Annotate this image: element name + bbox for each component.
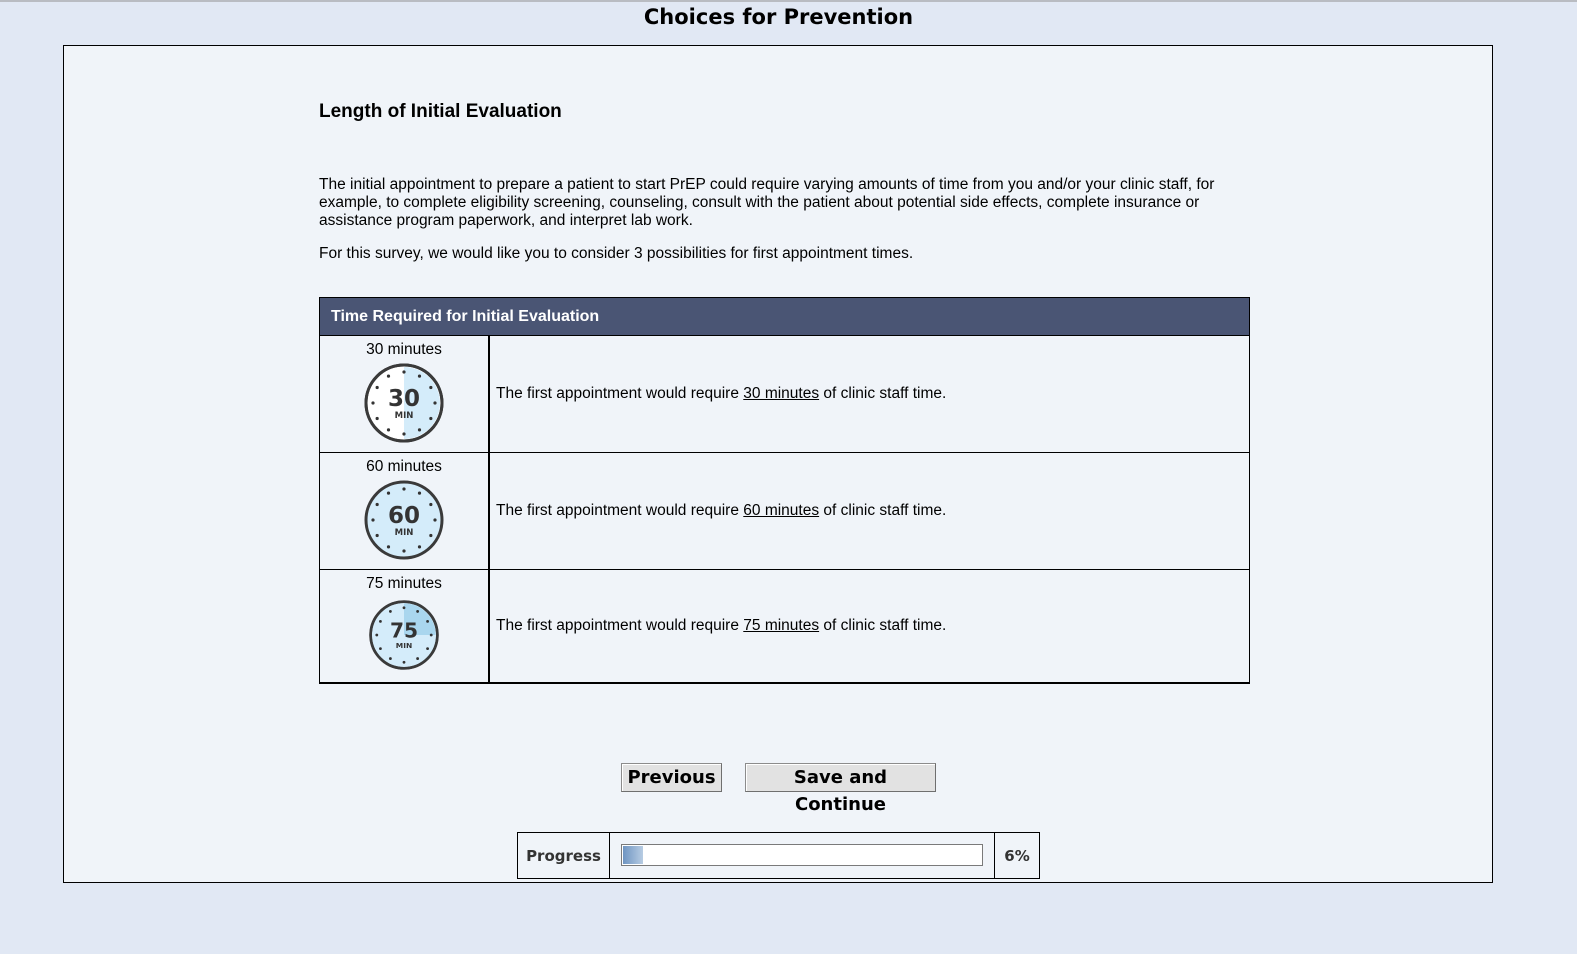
clock-tick-dot: [418, 545, 421, 548]
clock-tick-dot: [376, 534, 379, 537]
time-option-label: 30 minutes: [366, 341, 442, 358]
clock-tick-dot: [387, 428, 390, 431]
svg-text:MIN: MIN: [394, 411, 414, 421]
clock-tick-dot: [418, 492, 421, 495]
app-title: Choices for Prevention: [643, 5, 914, 29]
clock-tick-dot: [426, 620, 429, 623]
clock-tick-dot: [402, 370, 405, 373]
description-text-after: of clinic staff time.: [819, 502, 947, 519]
clock-tick-dot: [379, 647, 382, 650]
clock-tick-dot: [429, 386, 432, 389]
clock-tick-dot: [403, 606, 406, 609]
description-emphasis: 30 minutes: [743, 385, 820, 402]
clock-tick-dot: [418, 428, 421, 431]
description-text-before: The first appointment would require: [496, 385, 744, 402]
question-paragraph-2: For this survey, we would like you to consider 3 possibilities for first appointment times.: [319, 245, 914, 262]
progress-bar-cell: [610, 833, 995, 878]
description-text-before: The first appointment would require: [496, 617, 744, 634]
time-option-cell: [320, 453, 490, 569]
clock-tick-dot: [387, 545, 390, 548]
time-option-description: [490, 336, 1249, 452]
clock-tick-dot: [433, 401, 436, 404]
clock-tick-dot: [403, 661, 406, 664]
progress-bar-fill: [623, 846, 643, 864]
table-row: [320, 569, 1249, 682]
time-option-description: [490, 453, 1249, 569]
clock-tick-dot: [429, 534, 432, 537]
time-options-table: [319, 297, 1250, 684]
svg-text:75: 75: [389, 618, 419, 643]
description-text-after: of clinic staff time.: [819, 385, 947, 402]
time-option-label: 75 minutes: [366, 575, 442, 592]
save-and-continue-button[interactable]: Save and Continue: [745, 763, 936, 792]
clock-tick-dot: [376, 417, 379, 420]
clock-tick-dot: [371, 518, 374, 521]
description-text-after: of clinic staff time.: [819, 617, 947, 634]
table-row: [320, 336, 1249, 452]
clock-tick-dot: [389, 610, 392, 613]
svg-text:MIN: MIN: [395, 641, 413, 651]
clock-tick-dot: [418, 375, 421, 378]
svg-text:MIN: MIN: [394, 528, 414, 538]
time-option-cell: [320, 336, 490, 452]
description-emphasis: 75 minutes: [743, 617, 820, 634]
clock-tick-dot: [387, 492, 390, 495]
time-option-description: [490, 570, 1249, 682]
clock-tick-dot: [387, 375, 390, 378]
progress-bar-track: [621, 844, 983, 866]
clock-tick-dot: [379, 620, 382, 623]
clock-tick-dot: [416, 657, 419, 660]
clock-tick-dot: [402, 487, 405, 490]
time-option-cell: [320, 570, 490, 682]
clock-tick-dot: [375, 634, 378, 637]
clock-tick-dot: [376, 386, 379, 389]
clock-tick-dot: [429, 417, 432, 420]
clock-tick-dot: [389, 657, 392, 660]
top-border-line: [0, 0, 1577, 2]
question-title: Length of Initial Evaluation: [319, 101, 562, 122]
time-option-label: 60 minutes: [366, 458, 442, 475]
description-emphasis: 60 minutes: [743, 502, 820, 519]
clock-tick-dot: [430, 634, 433, 637]
clock-tick-dot: [402, 432, 405, 435]
clock-tick-dot: [429, 503, 432, 506]
question-paragraph-1: The initial appointment to prepare a patient to start PrEP could require varying amounts of time from you and/or your clinic staff, for example, to complete eligibility screening, counseling, consult with the patient about potential side effects, complete insurance or assistance program paperwork, and interpret lab work.: [319, 176, 1215, 229]
clock-tick-dot: [416, 610, 419, 613]
progress-label: Progress: [518, 833, 610, 878]
clock-tick-dot: [433, 518, 436, 521]
clock-tick-dot: [371, 401, 374, 404]
previous-button[interactable]: Previous: [621, 763, 722, 792]
table-row: [320, 452, 1249, 569]
svg-text:30: 30: [387, 386, 421, 412]
clock-tick-dot: [376, 503, 379, 506]
time-table-header: Time Required for Initial Evaluation: [320, 298, 1249, 336]
clock-tick-dot: [402, 549, 405, 552]
svg-text:60: 60: [387, 503, 421, 529]
clock-30-min-icon: [363, 362, 445, 444]
progress-percent: 6%: [1004, 846, 1030, 865]
progress-indicator: [517, 832, 1040, 879]
description-text-before: The first appointment would require: [496, 502, 744, 519]
clock-60-min-icon: [363, 479, 445, 561]
clock-tick-dot: [426, 647, 429, 650]
clock-75-min-icon: [368, 599, 440, 671]
